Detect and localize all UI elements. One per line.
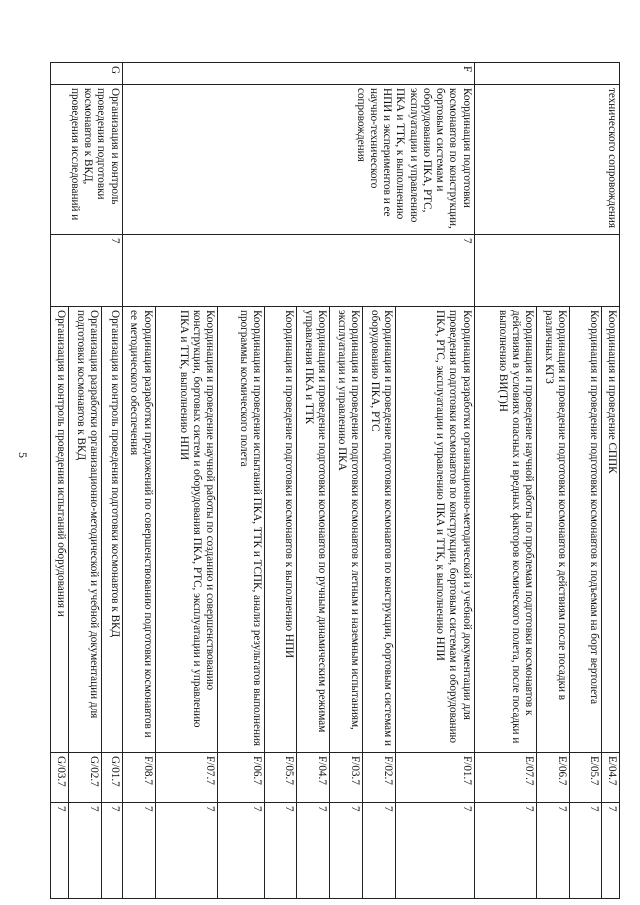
qualification-level (474, 235, 619, 307)
task-name: Координация и проведение научной работы по созданию и совершенствованию конструкции, бортовых систем и оборудования ПКА, РТС, эксплуатации и управлению ПКА и ТТК, выполнению НПИ (155, 307, 218, 753)
task-level: 7 (51, 803, 69, 899)
task-code: F/03.7 (329, 753, 362, 803)
function-name: технического сопровождения (474, 85, 619, 235)
task-name: Организация и контроль проведения подготовки космонавтов к ВКД (102, 307, 122, 753)
task-code: F/08.7 (122, 753, 155, 803)
task-level: 7 (155, 803, 218, 899)
task-level: 7 (329, 803, 362, 899)
task-level: 7 (362, 803, 395, 899)
task-name: Координация и проведение подготовки космонавтов по ручным динамическим режимам управления ПКА и ТТК (296, 307, 329, 753)
task-name: Координация и проведение подготовки космонавтов к летным и наземным испытаниям, эксплуатации и управлению ПКА (329, 307, 362, 753)
qualification-level: 7 (51, 235, 123, 307)
task-code: F/01.7 (396, 753, 475, 803)
table-row (102, 63, 122, 899)
task-name: Организация и контроль проведения испытаний оборудования и (51, 307, 69, 753)
task-name: Координация разработки предложений по совершенствованию подготовки космонавтов и ее методического обеспечения (122, 307, 155, 753)
task-code: F/07.7 (155, 753, 218, 803)
task-name: Координация и проведение подготовки космонавтов по конструкции, бортовым системам и оборудованию ПКА, РТС (362, 307, 395, 753)
function-letter: F (122, 63, 474, 85)
task-code: G/02.7 (69, 753, 102, 803)
task-level: 7 (265, 803, 296, 899)
task-name: Координация и проведение подготовки космонавтов к выполнению НПИ (265, 307, 296, 753)
qualification-level: 7 (122, 235, 474, 307)
task-code: F/05.7 (265, 753, 296, 803)
task-name: Координация и проведение СППК (601, 307, 619, 753)
task-level: 7 (296, 803, 329, 899)
task-level: 7 (69, 803, 102, 899)
task-code: E/05.7 (570, 753, 601, 803)
task-name: Организация разработки организационно-методической и учебной документации для подготовки космонавтов к ВКД (69, 307, 102, 753)
task-name: Координация и проведение подготовки космонавтов к действиям после посадки в различных КГЗ (537, 307, 570, 753)
page-number: 5 (16, 452, 30, 458)
task-name: Координация и проведение научной работы по проблемам подготовки космонавтов к действиям в условиях опасных и вредных факторов космического полета, после посадки и выполнению ВИ(Т)Н (474, 307, 537, 753)
task-code: F/02.7 (362, 753, 395, 803)
function-name: Координация подготовки космонавтов по конструкции, бортовым системам и оборудованию ПКА, РТС, эксплуатации и управлению ПКА и ТТК, к выполнению НПИ и экспериментов и ее научно-технического сопровождения (122, 85, 474, 235)
function-name: Организация и контроль проведения подготовки космонавтов к ВКД, проведения исследований и (51, 85, 123, 235)
task-name: Координация и проведение подготовки космонавтов к подъемам на борт вертолета (570, 307, 601, 753)
task-level: 7 (474, 803, 537, 899)
table-row (601, 63, 619, 899)
competency-table (50, 62, 620, 899)
task-code: G/03.7 (51, 753, 69, 803)
task-code: E/04.7 (601, 753, 619, 803)
task-name: Координация и проведение испытаний ПКА, ТТК и ТСПК, анализ результатов выполнения программы космического полета (218, 307, 265, 753)
function-letter: G (51, 63, 123, 85)
task-code: F/04.7 (296, 753, 329, 803)
task-level: 7 (537, 803, 570, 899)
task-code: G/01.7 (102, 753, 122, 803)
task-code: E/07.7 (474, 753, 537, 803)
task-level: 7 (102, 803, 122, 899)
task-code: F/06.7 (218, 753, 265, 803)
task-level: 7 (601, 803, 619, 899)
task-level: 7 (570, 803, 601, 899)
rotated-table-container (50, 62, 620, 898)
table-row (396, 63, 475, 899)
task-level: 7 (396, 803, 475, 899)
task-name: Координация разработки организационно-методической и учебной документации для проведения подготовки космонавтов по конструкции, бортовым системам и оборудованию ПКА, РТС, эксплуатации и управлению ПКА и ТТК, к выполнению НПИ (396, 307, 475, 753)
task-level: 7 (122, 803, 155, 899)
task-code: E/06.7 (537, 753, 570, 803)
task-level: 7 (218, 803, 265, 899)
function-letter (474, 63, 619, 85)
